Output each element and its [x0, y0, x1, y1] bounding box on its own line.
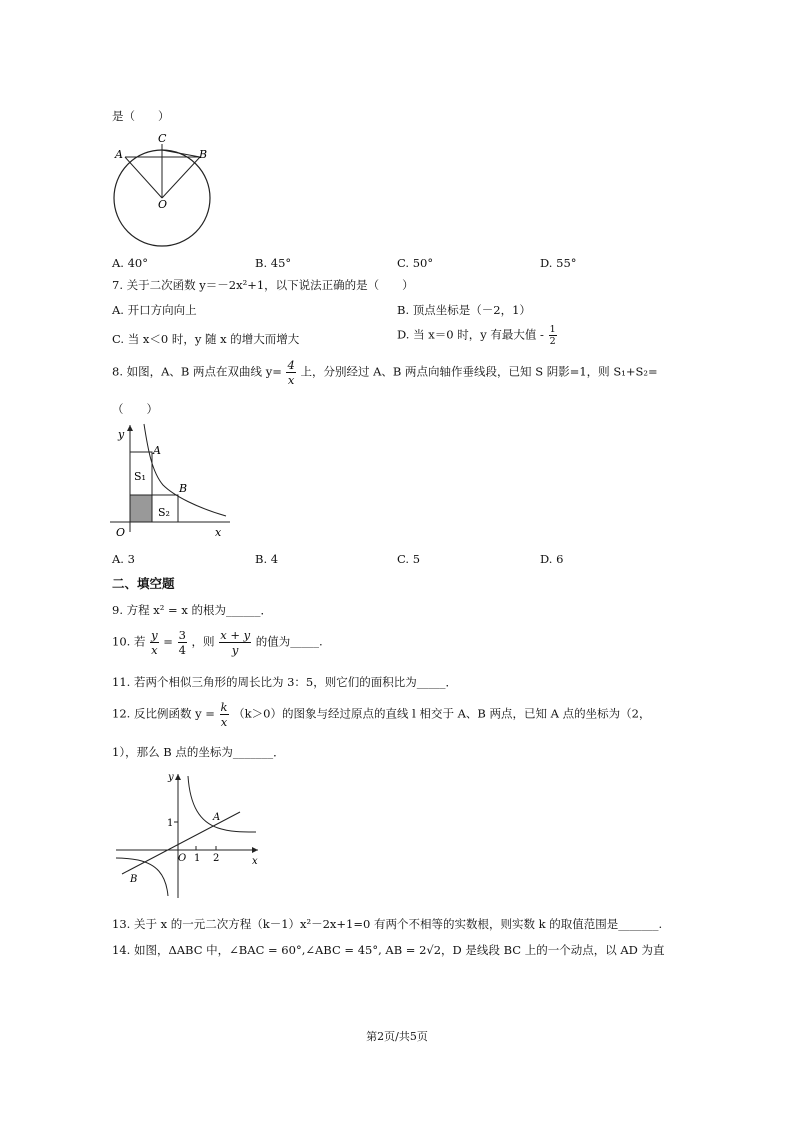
q8-option-c: C. 5	[397, 552, 421, 566]
q6-option-c: C. 50°	[397, 256, 434, 270]
label-s1: S₁	[134, 470, 146, 483]
q8-stem	[112, 358, 658, 387]
section-title: 二、填空题	[112, 576, 175, 591]
label-a: A	[153, 444, 161, 457]
label-y: y	[168, 772, 174, 783]
hyperbola-branch-1	[188, 776, 256, 832]
label-tick-2: 2	[213, 853, 220, 864]
q8-option-d: D. 6	[540, 552, 564, 566]
label-b: B	[199, 148, 208, 161]
q10-fraction-3: $\frac{x + y}{y}$	[220, 628, 251, 657]
label-o: O	[116, 526, 126, 539]
question-6-tail: 是（ ）	[112, 109, 170, 123]
q14: 14. 如图，ΔABC 中，∠BAC = 60°,∠ABC = 45°, AB = 2√2，D 是线段 BC 上的一个动点，以 AD 为直	[112, 943, 665, 957]
q10-fraction-2: $\frac{3}{4}$	[178, 628, 186, 657]
x-axis-arrow	[252, 847, 258, 853]
q8-suffix: 上，分别经过 A、B 两点向轴作垂线段，已知 S 阴影=1，则 S₁+S₂=	[300, 364, 658, 379]
hyperbola-curve	[144, 424, 226, 516]
label-tick-1: 1	[194, 853, 201, 864]
q7-option-d	[397, 324, 558, 347]
label-a: A	[213, 812, 221, 823]
q8-paren: （ ）	[112, 402, 158, 416]
segment-ob	[162, 157, 200, 198]
label-a: A	[115, 148, 123, 161]
hyperbola-line-figure	[112, 766, 264, 902]
q8-option-b: B. 4	[255, 552, 279, 566]
q12-fraction: $\frac{k}{x}$	[220, 700, 228, 729]
hyperbola-rectangles-figure	[108, 420, 236, 542]
y-axis-arrow	[127, 425, 133, 431]
shaded-rectangle	[130, 495, 152, 522]
label-b: B	[130, 874, 138, 885]
q6-option-d: D. 55°	[540, 256, 577, 270]
q10: 10. 若 $\frac{y}{x}$ = $\frac{3}{4}$ ，则 $\frac{x + y}{y}$ 的值为_____.	[112, 628, 323, 657]
q8-prefix: 8. 如图，A、B 两点在双曲线 y=	[112, 364, 282, 379]
q7-stem: 7. 关于二次函数 y＝－2x²+1，以下说法正确的是（ ）	[112, 278, 414, 292]
label-x: x	[215, 526, 222, 539]
q9: 9. 方程 x² = x 的根为______．	[112, 603, 272, 617]
label-b: B	[179, 482, 188, 495]
q7-option-d-text: D. 当 x＝0 时，y 有最大值 -	[397, 327, 544, 342]
q7-option-c: C. 当 x＜0 时，y 随 x 的增大而增大	[112, 332, 300, 346]
q13: 13. 关于 x 的一元二次方程（k－1）x²－2x+1=0 有两个不相等的实数根，则实数 k 的取值范围是_______.	[112, 917, 663, 931]
label-ytick-1: 1	[167, 818, 174, 829]
line-l	[122, 812, 240, 874]
q6-option-b: B. 45°	[255, 256, 292, 270]
q8-fraction: $\frac{4}{x}$	[287, 358, 295, 387]
q8-option-a: A. 3	[112, 552, 135, 566]
q7-option-a: A. 开口方向向上	[112, 303, 197, 317]
q6-option-a: A. 40°	[112, 256, 148, 270]
q10-fraction-1: $\frac{y}{x}$	[151, 628, 158, 657]
label-o: O	[158, 198, 168, 211]
label-x: x	[252, 856, 258, 867]
y-axis-arrow	[175, 774, 181, 780]
label-c: C	[158, 132, 167, 145]
label-y: y	[118, 428, 125, 441]
page-footer: 第2页/共5页	[366, 1030, 428, 1043]
circle-figure	[108, 128, 218, 248]
label-s2: S₂	[158, 506, 170, 519]
q7-option-b: B. 顶点坐标是（－2，1）	[397, 303, 531, 317]
q12-line1: 12. 反比例函数 y = $\frac{k}{x}$ （k＞0）的图象与经过原点的直线 l 相交于 A、B 两点，已知 A 点的坐标为（2，	[112, 700, 651, 729]
segment-oa	[125, 157, 162, 198]
label-o: O	[178, 853, 187, 864]
q7-option-d-fraction: $\frac{1}{2}$	[549, 324, 556, 347]
q11: 11. 若两个相似三角形的周长比为 3：5，则它们的面积比为_____．	[112, 675, 457, 689]
q12-line2: 1），那么 B 点的坐标为_______．	[112, 745, 285, 759]
segment-cb	[162, 150, 200, 157]
